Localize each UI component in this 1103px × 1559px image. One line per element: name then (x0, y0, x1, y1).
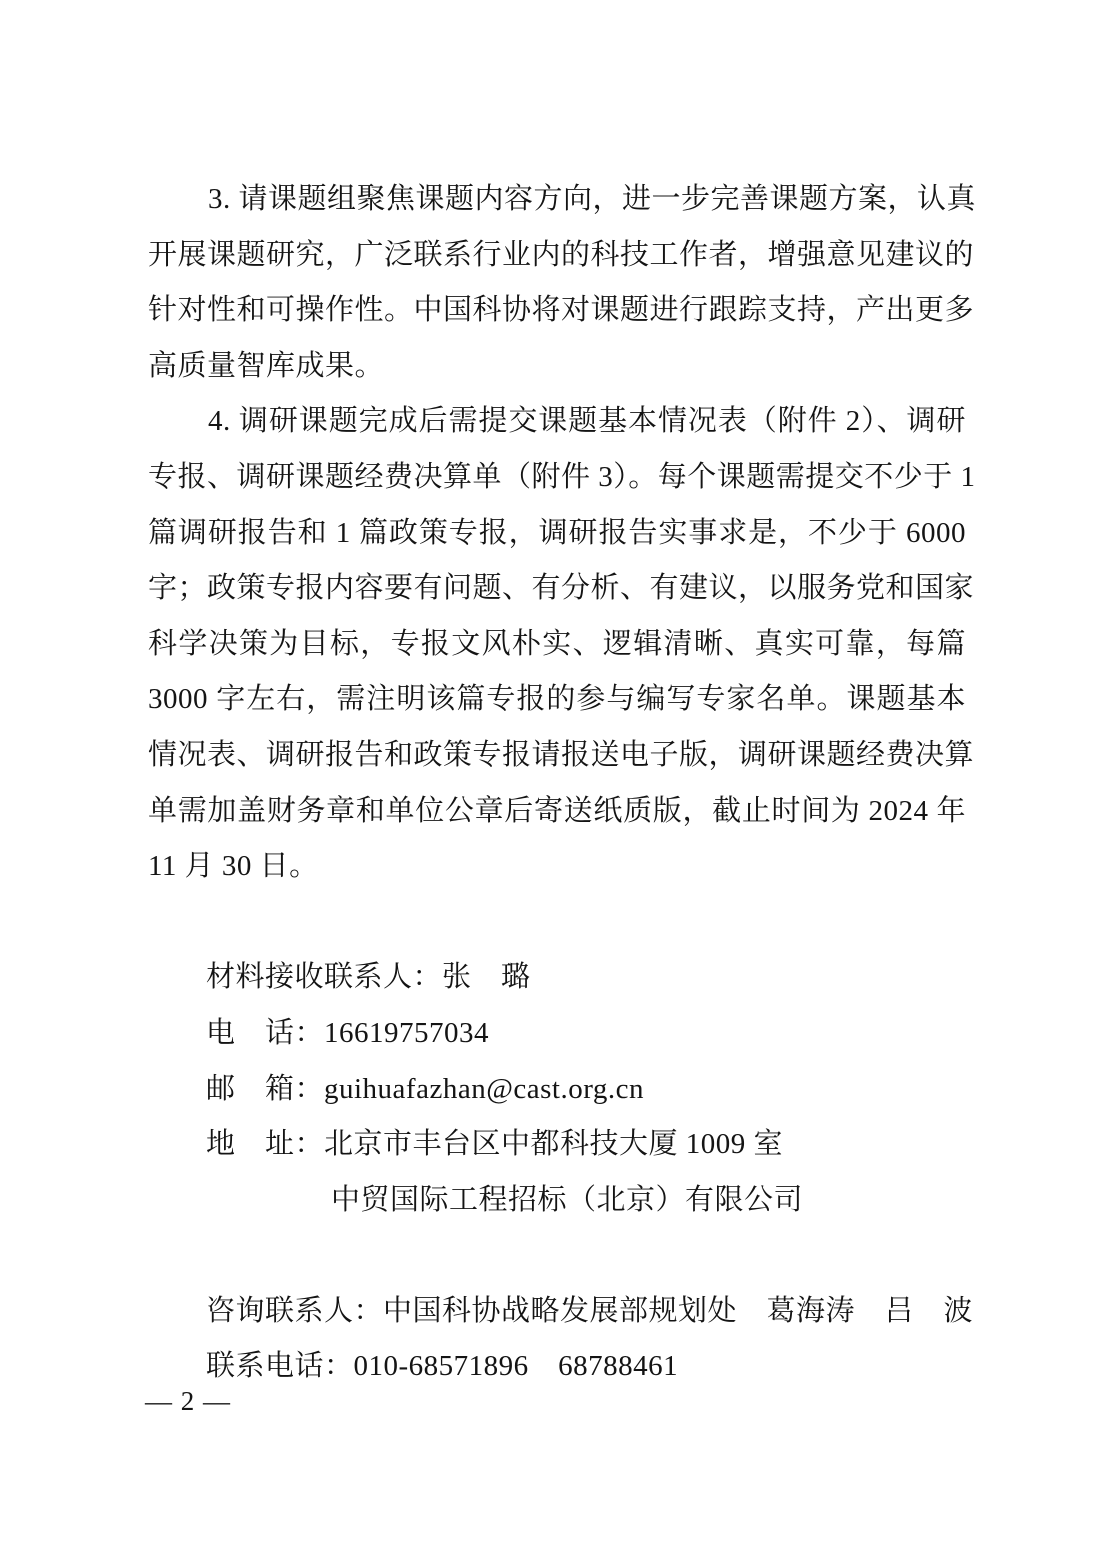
paragraph-4-line: 11 月 30 日。 (148, 850, 319, 883)
contact-address-line: 地 址：北京市丰台区中都科技大厦 1009 室 (206, 1128, 784, 1161)
contact-phone-line: 电 话：16619757034 (206, 1016, 490, 1049)
paragraph-3-line: 开展课题研究，广泛联系行业内的科技工作者，增强意见建议的 (148, 238, 975, 271)
document-body (148, 172, 977, 1395)
paragraph-4-line: 情况表、调研报告和政策专报请报送电子版，调研课题经费决算 (148, 738, 975, 771)
contact-email-line: 邮 箱：guihuafazhan@cast.org.cn (206, 1072, 644, 1105)
paragraph-3-line: 高质量智库成果。 (148, 349, 385, 382)
paragraph-4-line: 专报、调研课题经费决算单（附件 3）。每个课题需提交不少于 1 (148, 460, 976, 493)
paragraph-4-line: 单需加盖财务章和单位公章后寄送纸质版，截止时间为 2024 年 (148, 794, 966, 827)
contact-receiver-line: 材料接收联系人：张 璐 (206, 961, 531, 994)
paragraph-3-line: 3. 请课题组聚焦课题内容方向，进一步完善课题方案，认真 (208, 183, 977, 215)
paragraph-4-line: 篇调研报告和 1 篇政策专报，调研报告实事求是，不少于 6000 (148, 516, 966, 549)
consult-phone-line: 联系电话：010-68571896 68788461 (206, 1350, 679, 1383)
paragraph-4-line: 4. 调研课题完成后需提交课题基本情况表（附件 2）、调研 (208, 405, 966, 438)
paragraph-4-line: 科学决策为目标，专报文风朴实、逻辑清晰、真实可靠，每篇 (148, 627, 966, 660)
blank-line (148, 895, 966, 951)
paragraph-4-line: 字；政策专报内容要有问题、有分析、有建议，以服务党和国家 (148, 572, 975, 605)
consult-contact-line: 咨询联系人：中国科协战略发展部规划处 葛海涛 吕 波 (206, 1294, 974, 1327)
paragraph-4-line: 3000 字左右，需注明该篇专报的参与编写专家名单。课题基本 (148, 683, 966, 716)
page-number: — 2 — (145, 1386, 231, 1416)
paragraph-3-line: 针对性和可操作性。中国科协将对课题进行跟踪支持，产出更多 (148, 294, 975, 327)
blank-line (148, 1228, 966, 1284)
contact-company-line: 中贸国际工程招标（北京）有限公司 (331, 1183, 804, 1216)
